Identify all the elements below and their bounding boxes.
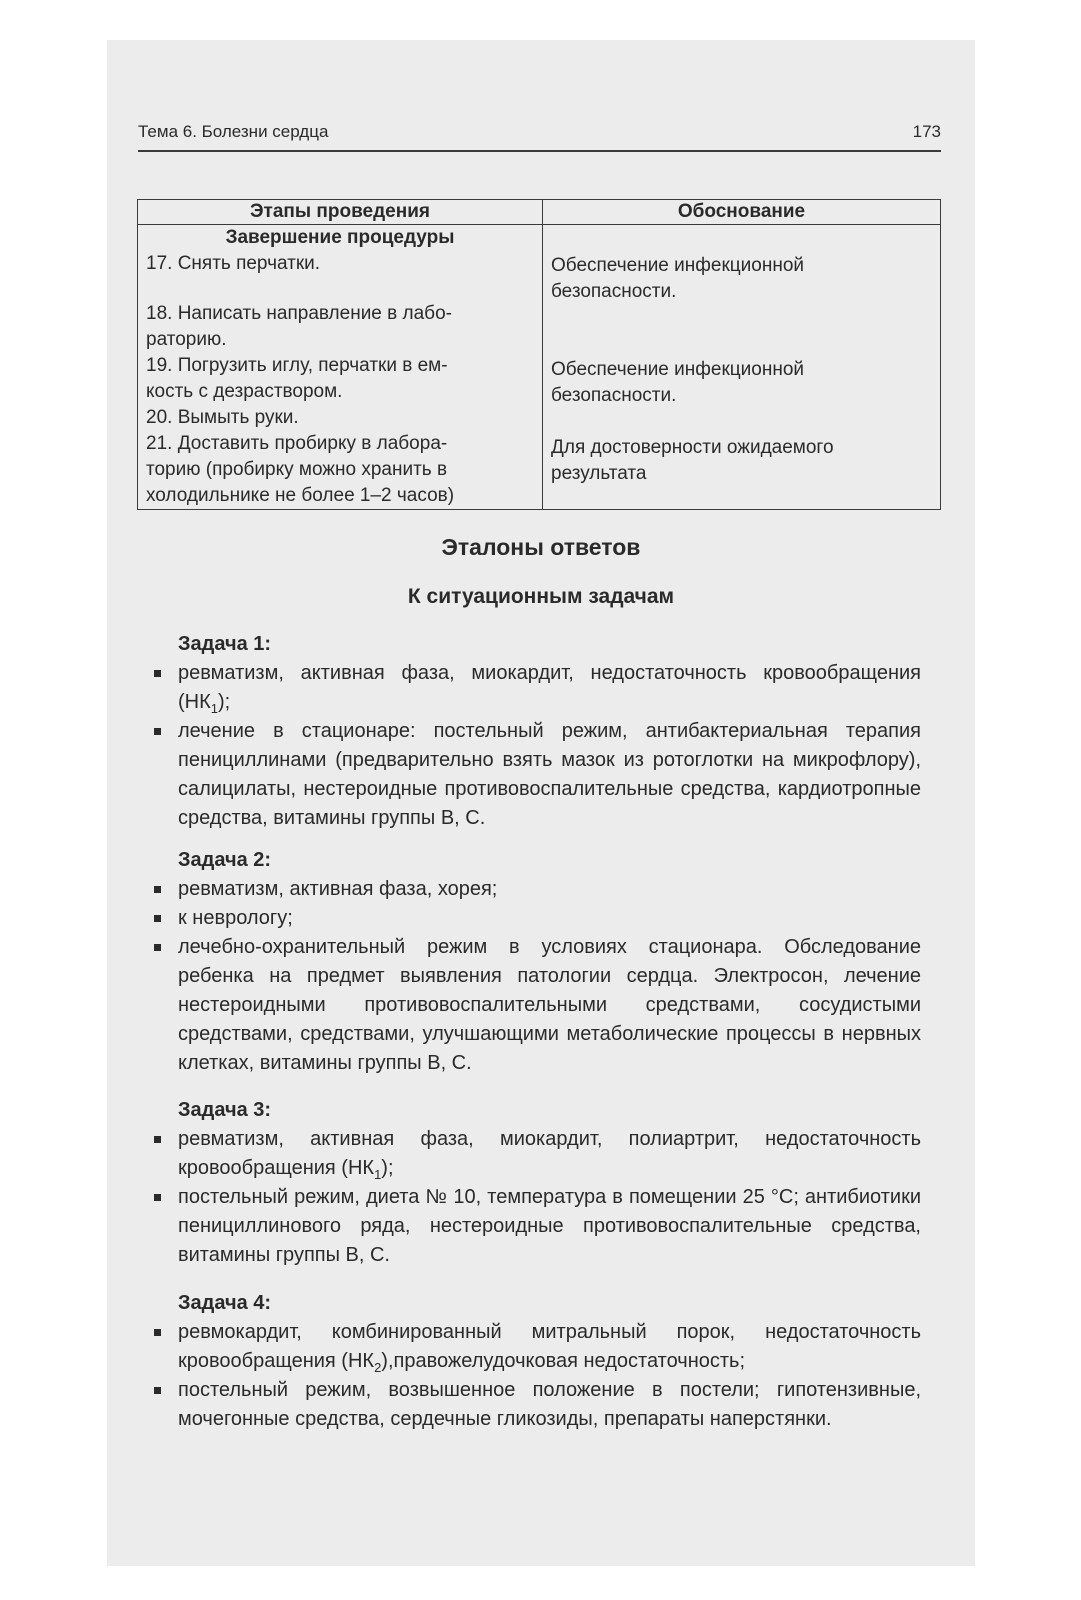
bullet-icon bbox=[154, 1136, 161, 1143]
step-20: 20. Вымыть руки. bbox=[146, 407, 299, 428]
answer-item: ревматизм, активная фаза, миокардит, полиартрит, недостаточность кровообращения $(НК_1)$; bbox=[107, 1125, 975, 1183]
bullet-icon bbox=[154, 886, 161, 893]
task-title: Задача 2: bbox=[178, 849, 272, 871]
running-header bbox=[138, 122, 941, 152]
task-2 bbox=[107, 846, 975, 1078]
task-title: Задача 1: bbox=[178, 633, 272, 655]
page-number: 173 bbox=[912, 122, 941, 141]
column-header-reasons: Обоснование bbox=[543, 200, 941, 225]
step-17: 17. Снять перчатки. bbox=[146, 253, 321, 274]
step-21: 21. Доставить пробирку в лабора- торию (пробирку можно хранить в холодильнике не более 1–2 часов) bbox=[146, 433, 455, 506]
answer-item: постельный режим, возвышенное положение в постели; гипотензивные, мочегонные средства, сердечные гликозиды, препараты наперстянки. bbox=[107, 1376, 975, 1434]
task-1 bbox=[107, 630, 975, 833]
reason-21: Для достоверности ожидаемого результата bbox=[551, 437, 834, 484]
chapter-title: Тема 6. Болезни сердца bbox=[138, 122, 329, 141]
reason-17: Обеспечение инфекционной безопасности. bbox=[551, 255, 805, 302]
step-18: 18. Написать направление в лабо- раторию. bbox=[146, 303, 452, 350]
task-3 bbox=[107, 1096, 975, 1270]
bullet-icon bbox=[154, 1387, 161, 1394]
bullet-icon bbox=[154, 1194, 161, 1201]
section-subheading: К ситуационным задачам bbox=[407, 585, 675, 608]
bullet-icon bbox=[154, 670, 161, 677]
step-19: 19. Погрузить иглу, перчатки в ем- кость с дезраствором. bbox=[146, 355, 448, 402]
book-page bbox=[107, 40, 975, 1566]
bullet-icon bbox=[154, 1329, 161, 1336]
answer-item: ревмокардит, комбинированный митральный порок, недостаточность кровообращения $(НК_2),правожелудочковая$ недостаточность; bbox=[107, 1318, 975, 1376]
bullet-icon bbox=[154, 915, 161, 922]
bullet-icon bbox=[154, 728, 161, 735]
bullet-icon bbox=[154, 944, 161, 951]
task-title: Задача 3: bbox=[178, 1099, 272, 1121]
section-title: Завершение процедуры bbox=[225, 227, 455, 248]
answer-item: постельный режим, диета № 10, температура в помещении 25 °С; антибиотики пенициллинового ряда, нестероидные противовоспалительные средства, витамины группы В, С. bbox=[107, 1183, 975, 1270]
task-title: Задача 4: bbox=[178, 1292, 272, 1314]
column-header-steps: Этапы проведения bbox=[138, 200, 543, 225]
answer-item: лечение в стационаре: постельный режим, антибактериальная терапия пенициллинами (предварительно взять мазок из ротоглотки на микрофлору), салицилаты, нестероидные противовоспалительные средства, кардиотропные средства, витамины группы В, С. bbox=[107, 717, 975, 833]
answer-item: к неврологу; bbox=[107, 904, 975, 933]
answer-item: лечебно-охранительный режим в условиях стационара. Обследование ребенка на предмет выявления патологии сердца. Электросон, лечение нестероидными противовоспалительными средствами, сосудистыми средствами, средствами, улучшающими метаболические процессы в нервных клетках, витамины группы В, С. bbox=[107, 933, 975, 1078]
procedure-table bbox=[137, 199, 941, 510]
reasons-cell bbox=[543, 225, 941, 510]
reason-19: Обеспечение инфекционной безопасности. bbox=[551, 359, 805, 406]
answer-item: ревматизм, активная фаза, миокардит, недостаточность кровообращения $(НК_1)$; bbox=[107, 659, 975, 717]
steps-cell bbox=[138, 225, 543, 510]
section-heading: Эталоны ответов bbox=[441, 534, 641, 560]
answer-item: ревматизм, активная фаза, хорея; bbox=[107, 875, 975, 904]
task-4 bbox=[107, 1289, 975, 1434]
